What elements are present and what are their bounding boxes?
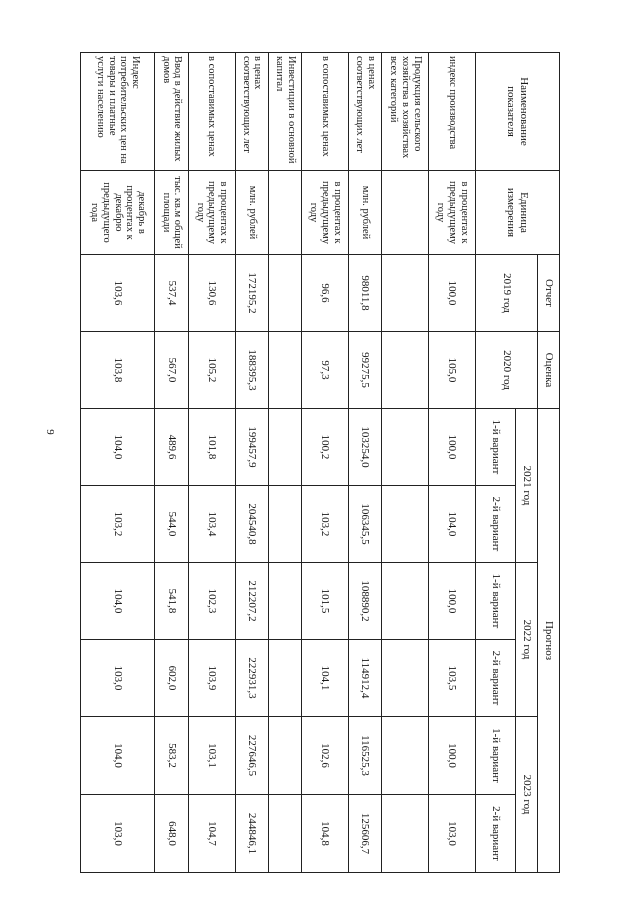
indicator-unit: млн. рублей [235,171,268,255]
value-cell: 544,0 [155,486,188,563]
value-cell: 103,6 [81,255,155,332]
value-cell: 103,4 [188,486,235,563]
header-report-year: 2019 год [476,255,538,332]
value-cell: 489,6 [155,409,188,486]
header-year-2022: 2022 год [516,563,538,717]
indicator-unit: декабрь в процентах к декабрю предыдущего года [81,171,155,255]
indicator-unit [268,171,301,255]
forecast-table [80,52,560,873]
value-cell: 567,0 [155,332,188,409]
value-cell: 101,8 [188,409,235,486]
value-cell [382,409,429,486]
forecast-table-container [80,52,560,872]
indicator-name: Индекс потребительских цен на товары и платные услуги населению [81,53,155,171]
value-cell: 648,0 [155,795,188,873]
value-cell: 100,2 [302,409,349,486]
value-cell: 100,0 [429,409,476,486]
value-cell: 103,5 [429,640,476,717]
value-cell [382,332,429,409]
value-cell: 125606,7 [348,795,381,873]
indicator-unit [382,171,429,255]
header-year-2023: 2023 год [516,717,538,873]
header-variant-1: 1-й вариант [476,717,516,795]
value-cell: 97,3 [302,332,349,409]
indicator-unit: тыс. кв.м общей площади [155,171,188,255]
value-cell: 98011,8 [348,255,381,332]
value-cell: 103,1 [188,717,235,795]
value-cell [268,640,301,717]
table-body [81,53,476,873]
indicator-unit: млн. рублей [348,171,381,255]
value-cell: 227646,5 [235,717,268,795]
value-cell: 222931,3 [235,640,268,717]
value-cell [382,563,429,640]
table-row [235,53,268,873]
table-row [429,53,476,873]
value-cell [268,795,301,873]
value-cell: 105,2 [188,332,235,409]
indicator-name: Инвестиции в основной капитал [268,53,301,171]
indicator-name: в ценах соответствующих лет [348,53,381,171]
value-cell [268,717,301,795]
table-row [382,53,429,873]
value-cell: 541,8 [155,563,188,640]
value-cell [268,409,301,486]
value-cell: 100,0 [429,255,476,332]
value-cell: 204540,8 [235,486,268,563]
value-cell [382,486,429,563]
value-cell [382,717,429,795]
value-cell: 172195,2 [235,255,268,332]
header-variant-2: 2-й вариант [476,640,516,717]
value-cell: 105,0 [429,332,476,409]
header-unit: Единица измерения [476,171,560,255]
value-cell: 102,3 [188,563,235,640]
header-estimate-year: 2020 год [476,332,538,409]
value-cell: 114912,4 [348,640,381,717]
value-cell: 602,0 [155,640,188,717]
indicator-name: Продукция сельского хозяйства в хозяйствах всех категорий [382,53,429,171]
indicator-name: в ценах соответствующих лет [235,53,268,171]
value-cell: 104,0 [81,717,155,795]
value-cell: 108890,2 [348,563,381,640]
table-row [155,53,188,873]
value-cell [268,563,301,640]
value-cell: 104,0 [429,486,476,563]
value-cell: 583,2 [155,717,188,795]
indicator-name: индекс производства [429,53,476,171]
header-name: Наименование показателя [476,53,560,171]
table-row [348,53,381,873]
value-cell [268,332,301,409]
value-cell: 100,0 [429,563,476,640]
indicator-unit: в процентах к предыдущему году [429,171,476,255]
value-cell: 104,0 [81,563,155,640]
value-cell [382,795,429,873]
value-cell: 244846,1 [235,795,268,873]
header-variant-2: 2-й вариант [476,795,516,873]
value-cell: 102,6 [302,717,349,795]
indicator-unit: в процентах к предыдущему году [188,171,235,255]
value-cell: 103,0 [81,795,155,873]
table-row [302,53,349,873]
indicator-name: в сопоставимых ценах [302,53,349,171]
value-cell: 116525,3 [348,717,381,795]
header-forecast: Прогноз [538,409,560,873]
value-cell: 103,0 [429,795,476,873]
value-cell: 100,0 [429,717,476,795]
value-cell: 104,0 [81,409,155,486]
value-cell: 103,2 [302,486,349,563]
table-row [188,53,235,873]
header-variant-1: 1-й вариант [476,409,516,486]
value-cell: 103,0 [81,640,155,717]
value-cell: 106345,5 [348,486,381,563]
table-row [268,53,301,873]
table-row [81,53,155,873]
value-cell [382,640,429,717]
value-cell [268,486,301,563]
value-cell: 130,6 [188,255,235,332]
value-cell: 103254,0 [348,409,381,486]
value-cell [382,255,429,332]
value-cell: 212207,2 [235,563,268,640]
value-cell: 537,4 [155,255,188,332]
header-estimate: Оценка [538,332,560,409]
header-variant-1: 1-й вариант [476,563,516,640]
value-cell: 99275,5 [348,332,381,409]
value-cell: 96,6 [302,255,349,332]
page-number: 9 [44,429,56,435]
value-cell: 104,8 [302,795,349,873]
value-cell: 103,2 [81,486,155,563]
indicator-name: в сопоставимых ценах [188,53,235,171]
indicator-name: Ввод в действие жилых домов [155,53,188,171]
value-cell [268,255,301,332]
value-cell: 104,7 [188,795,235,873]
header-year-2021: 2021 год [516,409,538,563]
value-cell: 188395,3 [235,332,268,409]
value-cell: 103,8 [81,332,155,409]
value-cell: 103,9 [188,640,235,717]
indicator-unit: в процентах к предыдущему году [302,171,349,255]
value-cell: 101,5 [302,563,349,640]
header-report: Отчет [538,255,560,332]
value-cell: 104,1 [302,640,349,717]
value-cell: 199457,9 [235,409,268,486]
header-variant-2: 2-й вариант [476,486,516,563]
